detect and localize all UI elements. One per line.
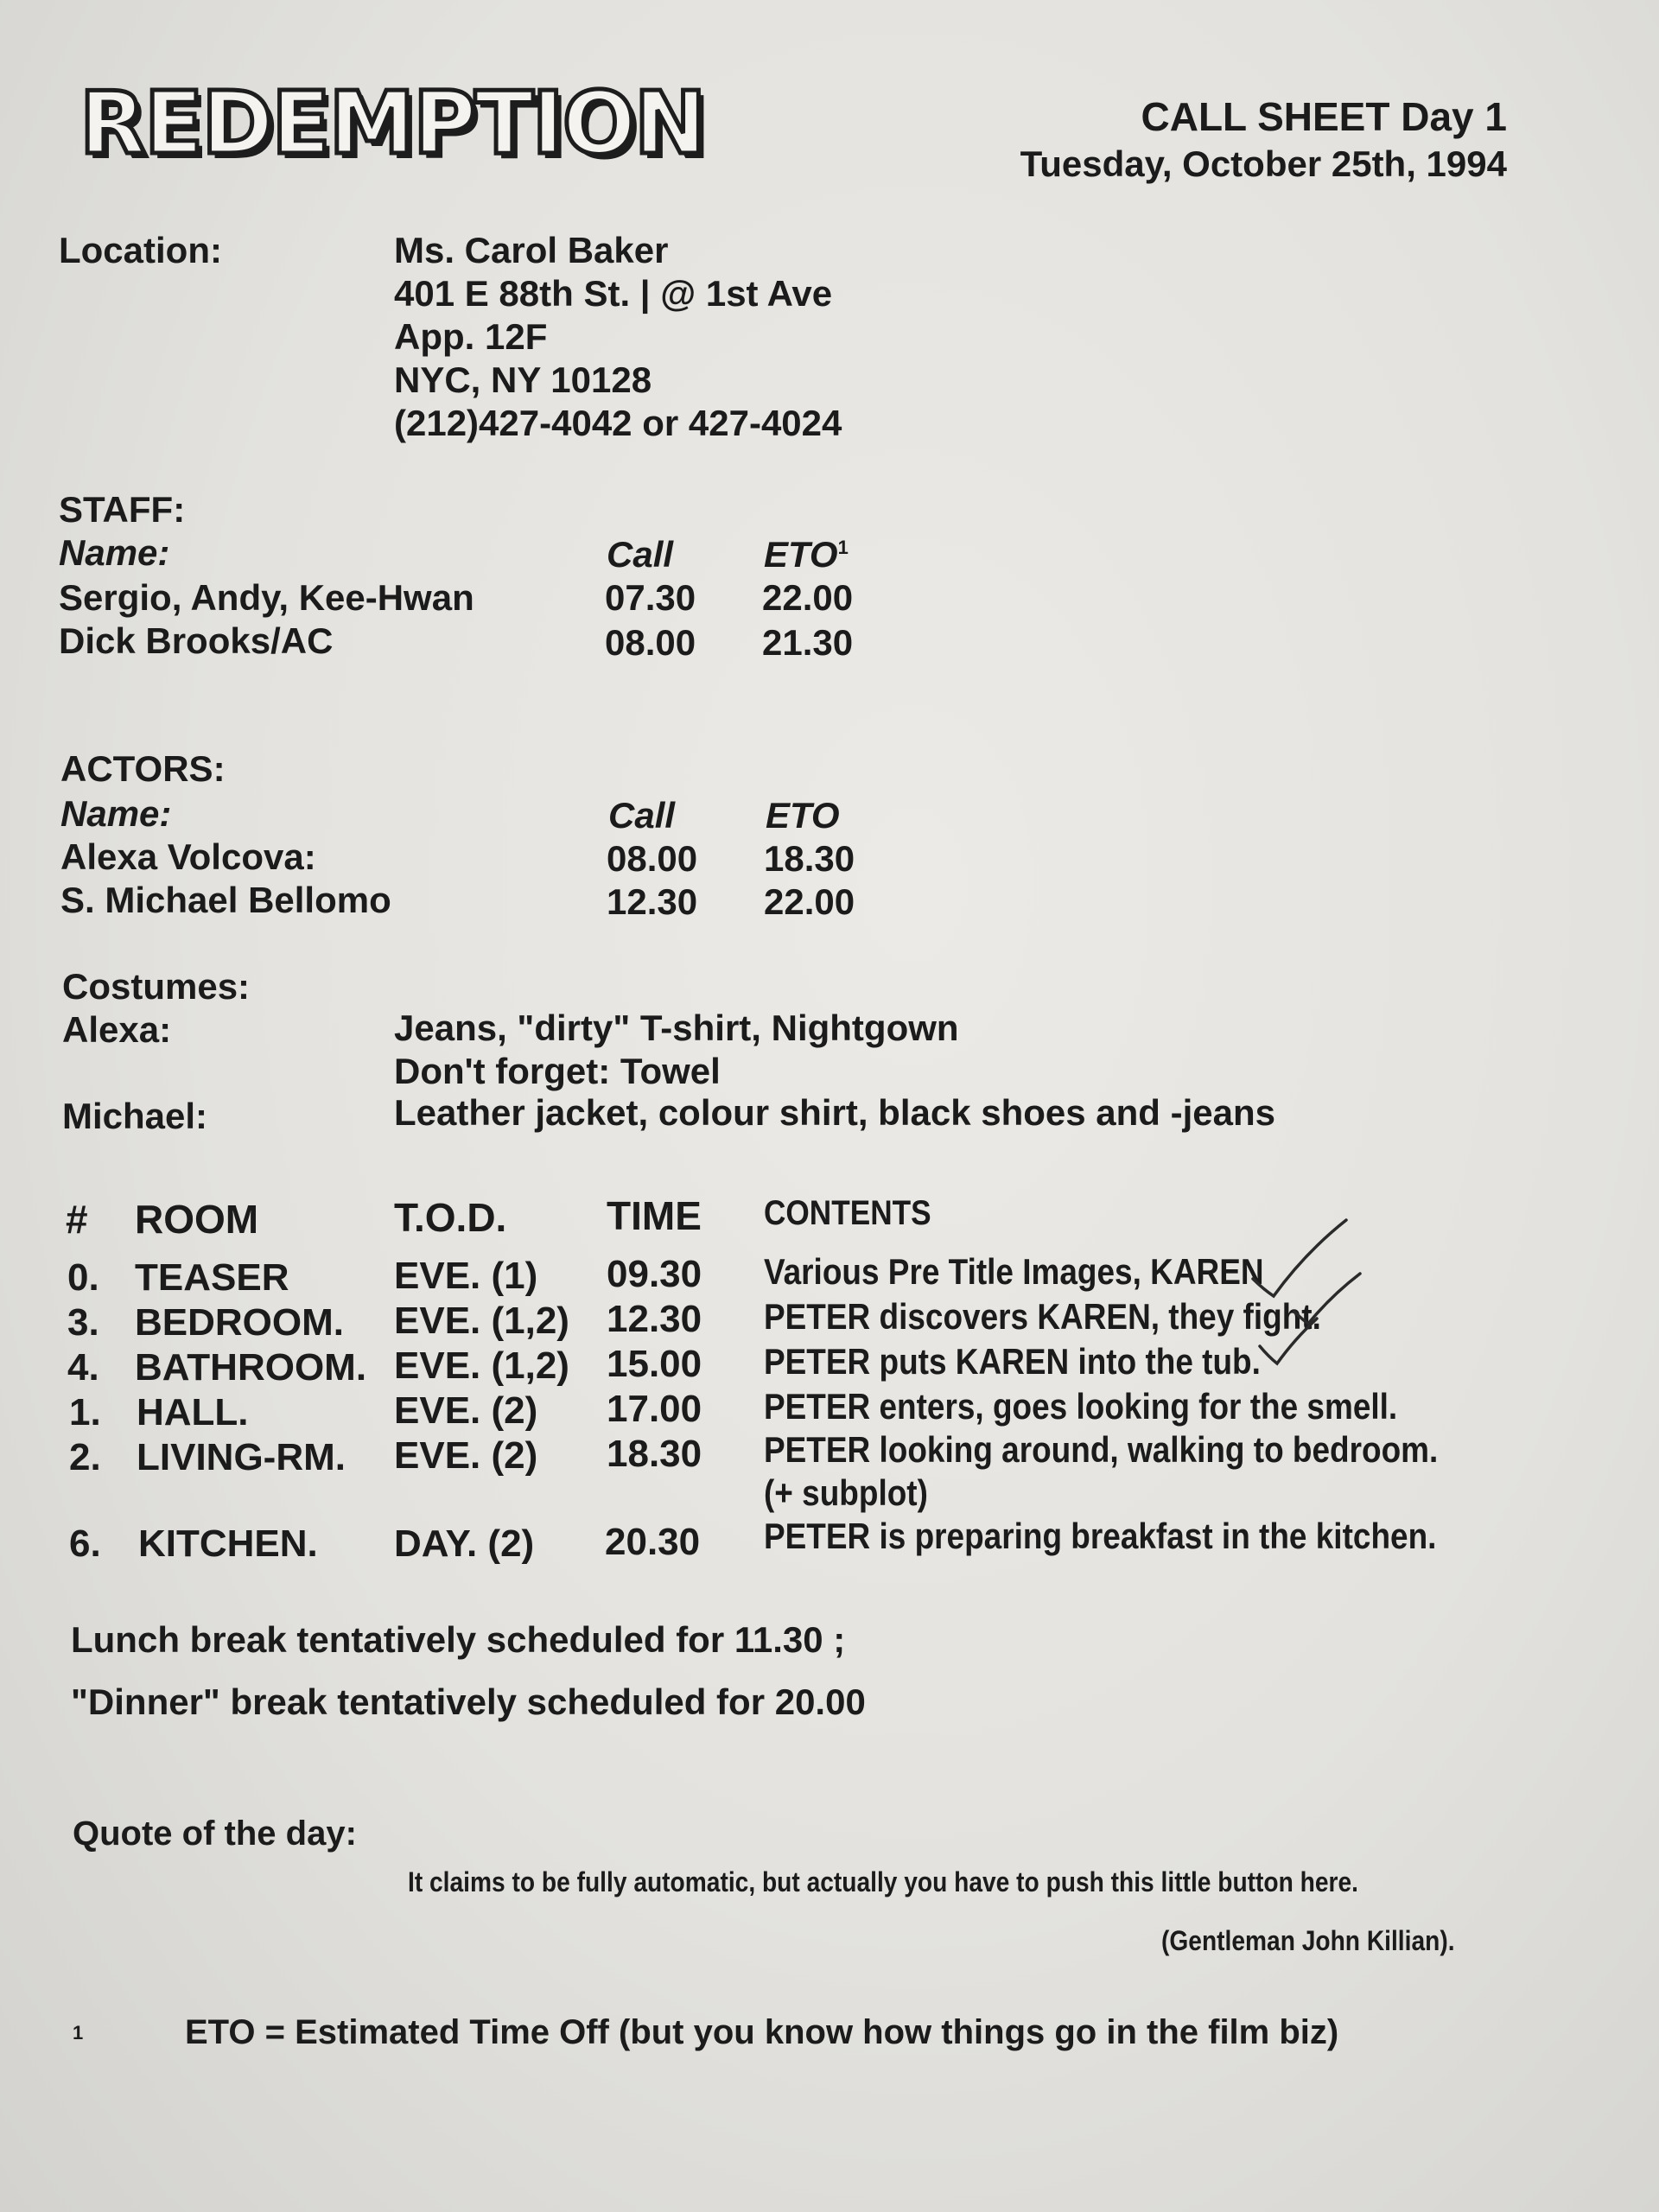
actor-row-call: 12.30 — [607, 881, 698, 922]
staff-row-eto: 22.00 — [762, 577, 854, 618]
schedule-num-header: # — [66, 1197, 88, 1242]
scene-tod: DAY. (2) — [394, 1522, 535, 1565]
costume-alexa-label: Alexa: — [62, 1009, 172, 1050]
scene-tod: EVE. (1) — [394, 1255, 538, 1297]
actors-heading: ACTORS: — [60, 748, 226, 789]
scene-number: 6. — [69, 1522, 101, 1565]
checkmark-icon — [1253, 1313, 1322, 1374]
lunch-break-note: Lunch break tentatively scheduled for 11.30 ; — [71, 1619, 846, 1660]
actor-row-name: Alexa Volcova: — [60, 836, 316, 877]
actors-eto-header: ETO — [766, 795, 840, 836]
staff-row-call: 07.30 — [605, 577, 696, 618]
scene-time: 15.00 — [607, 1343, 702, 1385]
scene-time: 20.30 — [605, 1521, 701, 1563]
scene-number: 4. — [67, 1346, 99, 1389]
staff-eto-header: ETO$^1$ — [764, 534, 849, 575]
scene-time: 17.00 — [607, 1388, 702, 1430]
scene-number: 0. — [67, 1256, 99, 1299]
call-sheet-title: CALL SHEET Day 1 — [1141, 94, 1507, 139]
staff-row-name: Sergio, Andy, Kee-Hwan — [59, 577, 474, 618]
quote-text: It claims to be fully automatic, but actually you have to push this little button here. — [408, 1866, 1358, 1897]
schedule-contents-header: CONTENTS — [764, 1194, 931, 1232]
staff-row-eto: 21.30 — [762, 622, 854, 663]
scene-number: 2. — [69, 1436, 101, 1478]
quote-attribution: (Gentleman John Killian). — [1161, 1925, 1455, 1956]
costume-alexa-line: Jeans, "dirty" T-shirt, Nightgown — [394, 1007, 959, 1048]
location-line: Ms. Carol Baker — [394, 230, 669, 270]
footnote-text: ETO = Estimated Time Off (but you know how things go in the film biz) — [185, 2013, 1339, 2051]
scene-tod: EVE. (1,2) — [394, 1344, 569, 1387]
scene-contents: PETER enters, goes looking for the smell. — [764, 1386, 1398, 1427]
staff-heading: STAFF: — [59, 489, 186, 530]
scene-tod: EVE. (2) — [394, 1389, 538, 1432]
actors-name-header: Name: — [60, 793, 172, 834]
scene-number: 1. — [69, 1391, 101, 1433]
scene-contents: Various Pre Title Images, KAREN — [764, 1251, 1264, 1292]
actor-row-call: 08.00 — [607, 838, 698, 879]
staff-row-call: 08.00 — [605, 622, 696, 663]
actors-call-header: Call — [608, 795, 676, 836]
location-line: NYC, NY 10128 — [394, 359, 652, 400]
scene-room: LIVING-RM. — [137, 1436, 346, 1478]
location-line: (212)427-4042 or 427-4024 — [394, 403, 842, 443]
staff-name-header: Name: — [59, 532, 170, 573]
footnote-marker: 1 — [837, 537, 849, 558]
actor-row-eto: 22.00 — [764, 881, 855, 922]
scene-contents: PETER puts KAREN into the tub. — [764, 1341, 1261, 1382]
scene-contents: PETER discovers KAREN, they fight. — [764, 1296, 1321, 1337]
dinner-break-note: "Dinner" break tentatively scheduled for 20.00 — [71, 1681, 866, 1722]
scene-contents-extra: (+ subplot) — [764, 1472, 928, 1513]
location-line: App. 12F — [394, 316, 548, 357]
schedule-time-header: TIME — [607, 1193, 702, 1238]
scene-room: TEASER — [135, 1256, 289, 1299]
call-sheet-date: Tuesday, October 25th, 1994 — [1020, 143, 1507, 184]
production-logo-title: REDEMPTION — [79, 73, 705, 174]
scene-room: KITCHEN. — [138, 1522, 318, 1565]
quote-heading: Quote of the day: — [73, 1815, 357, 1853]
costume-alexa-line: Don't forget: Towel — [394, 1051, 721, 1091]
staff-row-name: Dick Brooks/AC — [59, 620, 334, 661]
footnote-marker: 1 — [73, 2022, 84, 2044]
scene-contents: PETER looking around, walking to bedroom. — [764, 1429, 1439, 1470]
costume-michael-text: Leather jacket, colour shirt, black shoes and -jeans — [394, 1092, 1276, 1133]
costumes-heading: Costumes: — [62, 966, 251, 1007]
scene-tod: EVE. (1,2) — [394, 1300, 569, 1342]
location-label: Location: — [59, 230, 222, 270]
scene-room: BEDROOM. — [135, 1301, 344, 1344]
location-line: 401 E 88th St. | @ 1st Ave — [394, 273, 833, 314]
scene-room: HALL. — [137, 1391, 249, 1433]
scene-number: 3. — [67, 1301, 99, 1344]
scene-tod: EVE. (2) — [394, 1434, 538, 1477]
costume-michael-label: Michael: — [62, 1096, 208, 1136]
actor-row-name: S. Michael Bellomo — [60, 880, 391, 920]
scene-room: BATHROOM. — [135, 1346, 367, 1389]
schedule-tod-header: T.O.D. — [394, 1195, 507, 1240]
actor-row-eto: 18.30 — [764, 838, 855, 879]
scene-time: 12.30 — [607, 1298, 702, 1340]
scene-contents: PETER is preparing breakfast in the kitchen. — [764, 1516, 1437, 1556]
scene-time: 09.30 — [607, 1253, 702, 1295]
scene-time: 18.30 — [607, 1433, 702, 1475]
staff-call-header: Call — [607, 534, 674, 575]
schedule-room-header: ROOM — [135, 1197, 259, 1242]
